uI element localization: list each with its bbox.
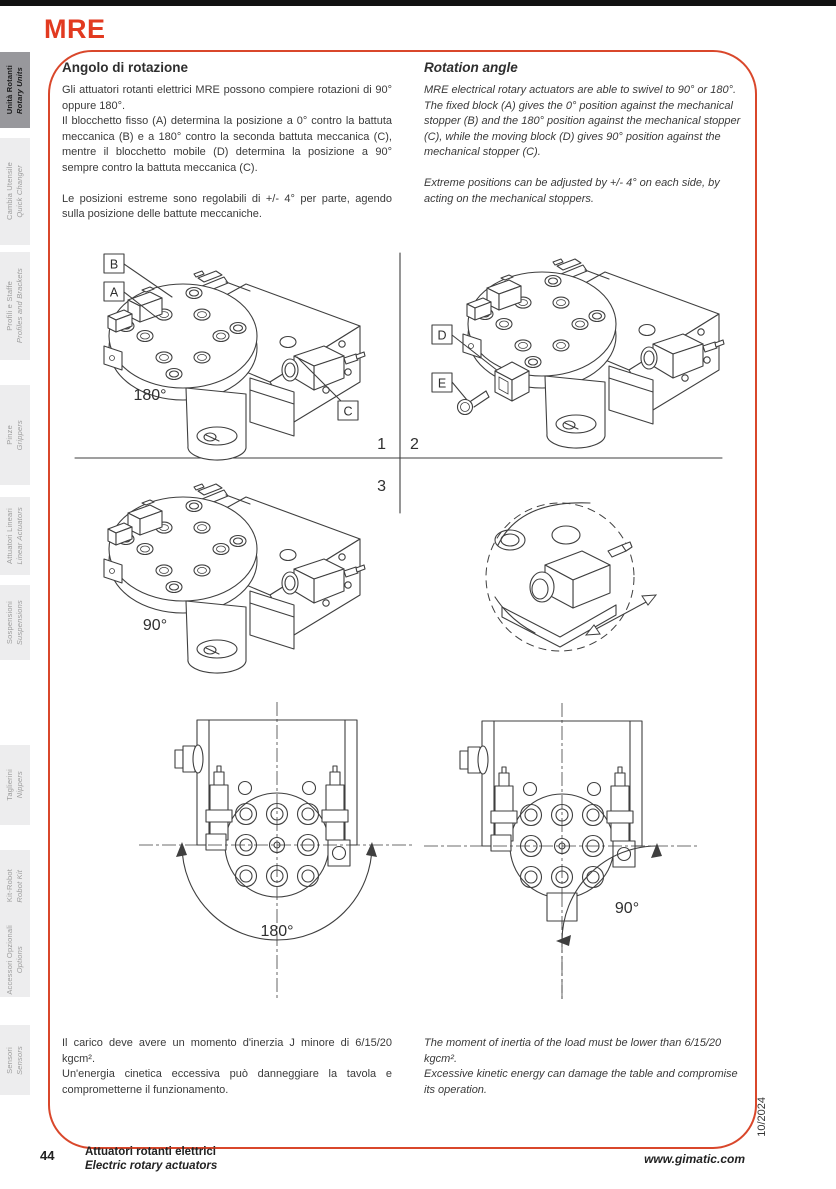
tab-label-en: Robot Kit (15, 869, 24, 903)
heading-en: Rotation angle (424, 60, 518, 75)
english-column (424, 60, 746, 207)
callout-a: A (109, 285, 119, 300)
footer-title-en: Electric rotary actuators (85, 1160, 218, 1173)
paragraph: Excessive kinetic energy can damage the table and compromise its operation. (424, 1068, 738, 1096)
edition-date (756, 1086, 768, 1148)
footer-title (85, 1145, 217, 1174)
tab-label-en: Profiles and Brackets (15, 268, 24, 344)
front-view-90 (424, 703, 700, 1001)
callout-c: C (343, 404, 353, 419)
website-link[interactable]: www.gimatic.com (644, 1152, 745, 1166)
edition-text: 10/2024 (756, 1097, 768, 1137)
tab-label-en: Quick Changer (15, 165, 24, 218)
iso-view-90 (104, 478, 386, 673)
tab-label-it: Cambia Utensile (5, 162, 14, 221)
inertia-note-en (424, 1036, 746, 1098)
tab-label-en: Grippers (15, 419, 24, 451)
paragraph: Gli attuatori rotanti elettrici MRE possono compiere rotazioni di 90° oppure 180°. (62, 84, 392, 112)
page-number: 44 (40, 1148, 55, 1163)
paragraph: Il carico deve avere un momento d'inerzia J minore di 6/15/20 kgcm². (62, 1037, 392, 1065)
technical-drawings (50, 245, 750, 1030)
inertia-note-it (62, 1036, 392, 1098)
sidebar-item-robot-kit[interactable] (0, 850, 30, 922)
paragraph: The moment of inertia of the load must be lower than 6/15/20 kgcm². (424, 1037, 722, 1065)
top-black-bar (0, 0, 836, 6)
paragraph: Il blocchetto fisso (A) determina la posizione a 0° contro la battuta meccanica (B) e a 180° contro la seconda battuta meccanica (C), mentre il blocchetto mobile (D) determina la posizione a 90° sempre contro la battuta meccanica (C). (62, 115, 392, 175)
paragraph: Le posizioni estreme sono regolabili di +/- 4° per parte, agendo sulla posizione delle battute meccaniche. (62, 192, 392, 221)
tab-label-en: Linear Actuators (15, 507, 24, 565)
sidebar-item-nippers[interactable] (0, 745, 30, 825)
sidebar-item-options[interactable] (0, 922, 30, 997)
tab-label-it: Attuatori Lineari (5, 508, 14, 564)
front-90-label: 90° (614, 900, 640, 917)
sidebar-item-profiles[interactable] (0, 252, 30, 360)
tab-label-en: Options (15, 945, 24, 974)
paragraph: Un'energia cinetica eccessiva può danneggiare la tavola e comprometterne il funzionamento. (62, 1068, 392, 1096)
product-series-title: MRE (44, 14, 106, 44)
sidebar-item-linear-actuators[interactable] (0, 497, 30, 575)
tab-label-en: Nippers (15, 771, 24, 799)
figure-2-number: 2 (410, 436, 419, 453)
sidebar-item-suspensions[interactable] (0, 585, 30, 660)
iso-90-label: 90° (142, 617, 168, 634)
footer-title-it: Attuatori rotanti elettrici (85, 1146, 216, 1158)
paragraph: MRE electrical rotary actuators are able to swivel to 90° or 180°. (424, 84, 737, 96)
tab-label-it: Accessori Opzionali (5, 924, 14, 995)
callout-d: D (437, 328, 447, 343)
paragraph: Extreme positions can be adjusted by +/- 4° on each side, by acting on the mechanical stoppers. (424, 177, 720, 205)
iso-180-label: 180° (133, 387, 167, 404)
sidebar-item-quick-changer[interactable] (0, 138, 30, 245)
sidebar-item-sensors[interactable] (0, 1025, 30, 1095)
figure-3-number: 3 (377, 478, 386, 495)
tab-label-it: Pinze (5, 425, 14, 445)
tab-label-en: Rotary Units (15, 66, 24, 114)
callout-b: B (109, 257, 119, 272)
tab-label-it: Sensori (5, 1046, 14, 1074)
front-view-180 (139, 702, 415, 998)
heading-it: Angolo di rotazione (62, 60, 188, 75)
callout-e: E (437, 376, 447, 391)
tab-label-it: Kit-Robot (5, 869, 14, 903)
tab-label-it: Sospensioni (5, 600, 14, 645)
iso-view-exploded (410, 259, 724, 453)
paragraph: The fixed block (A) gives the 0° position against the mechanical stopper (B) and the 180° position against the mechanical stopper (C), while the moving block (D) gives 90° position against the mechanical stopper (C). (424, 99, 741, 159)
sidebar-item-rotary-units[interactable] (0, 52, 30, 128)
front-180-label: 180° (260, 923, 294, 940)
tab-label-en: Sensors (15, 1045, 24, 1075)
sidebar-item-grippers[interactable] (0, 385, 30, 485)
tab-label-it: Profili e Staffe (5, 281, 14, 331)
tab-label-en: Suspensions (15, 599, 24, 646)
figure-1-number: 1 (377, 436, 386, 453)
iso-view-180 (104, 254, 386, 460)
italian-column (62, 60, 392, 223)
tab-label-it: Taglierini (5, 769, 14, 801)
tab-label-it: Unità Rotanti (5, 65, 14, 115)
detail-view (486, 503, 656, 651)
